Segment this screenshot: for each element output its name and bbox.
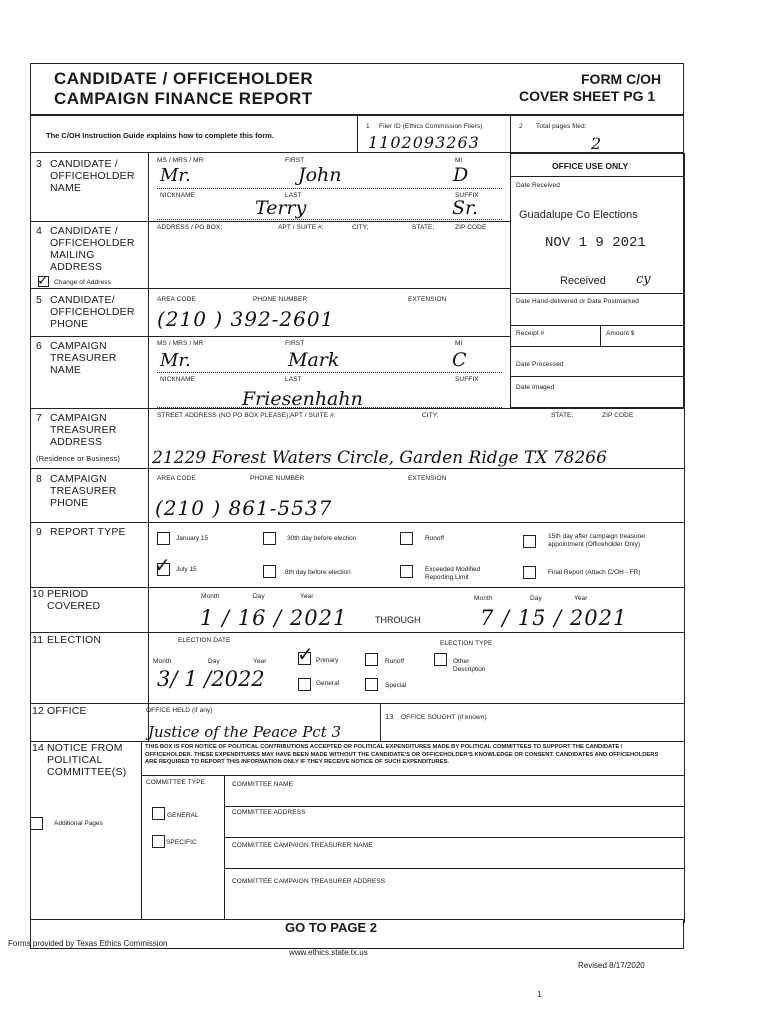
go-to-page-2: GO TO PAGE 2 — [285, 920, 377, 935]
section-5-title: CANDIDATE/ OFFICEHOLDER PHONE — [50, 294, 135, 330]
office-held-label: OFFICE HELD (if any) — [146, 707, 213, 714]
section-10-number: 10 — [32, 588, 45, 600]
divider — [30, 408, 684, 409]
residence-or-business: (Residence or Business) — [36, 454, 121, 463]
divider — [510, 176, 684, 177]
street-address-label: STREET ADDRESS (NO PO BOX PLEASE); — [157, 412, 291, 419]
section-14-title: NOTICE FROM POLITICAL COMMITTEE(S) — [47, 742, 127, 778]
treasurer-title-value[interactable]: Mr. — [160, 350, 191, 371]
election-day-label: Day — [208, 658, 220, 665]
change-of-address-label: Change of Address — [54, 279, 111, 286]
stamp-initials: cy — [636, 272, 651, 287]
candidate-middle-initial[interactable]: D — [453, 164, 469, 186]
state-label: STATE; — [412, 224, 435, 231]
section-11-title: ELECTION — [47, 634, 102, 646]
divider — [30, 336, 510, 337]
filer-id-value[interactable]: 1102093263 — [368, 133, 480, 152]
treasurer-nickname-label: NICKNAME — [160, 376, 196, 383]
treasurer-mi-label: MI — [455, 340, 463, 347]
report-type-exceeded-checkbox[interactable] — [400, 565, 413, 578]
candidate-suffix[interactable]: Sr. — [452, 197, 479, 219]
election-general-checkbox[interactable] — [298, 678, 311, 691]
divider — [224, 806, 684, 807]
nickname-label: NICKNAME — [160, 192, 196, 199]
divider — [157, 219, 502, 220]
address-label: ADDRESS / PO BOX; — [157, 224, 223, 231]
date-imaged-label: Date Imaged — [516, 384, 555, 391]
section-5-number: 5 — [36, 294, 43, 306]
checkmark-icon: ✓ — [37, 273, 49, 289]
election-special-checkbox[interactable] — [365, 678, 378, 691]
general-label: General — [316, 680, 340, 687]
committee-specific-checkbox[interactable] — [152, 835, 165, 848]
january-15-label: January 15 — [176, 535, 209, 542]
divider — [224, 775, 225, 919]
treasurer-extension-label: EXTENSION — [408, 475, 447, 482]
stamp-organization: Guadalupe Co Elections — [519, 209, 638, 221]
election-type-label: ELECTION TYPE — [440, 640, 493, 647]
treasurer-first-label: FIRST — [285, 340, 305, 347]
divider — [510, 325, 684, 326]
office-use-title: OFFICE USE ONLY — [552, 161, 629, 171]
treasurer-ms-label: MS / MRS / MR — [157, 340, 204, 347]
section-6-title: CAMPAIGN TREASURER NAME — [50, 340, 117, 376]
to-day-label: Day — [530, 595, 542, 602]
divider — [224, 837, 684, 838]
form-title-line2: CAMPAIGN FINANCE REPORT — [54, 89, 313, 108]
total-pages-label: Total pages filed: — [536, 123, 587, 130]
filer-id-number: 1 — [366, 123, 370, 130]
from-day-label: Day — [253, 593, 265, 600]
date-received-label: Date Received — [516, 182, 560, 189]
mi-label: MI — [455, 157, 463, 164]
section-12-number: 12 — [32, 705, 45, 717]
filer-id-label: Filer ID (Ethics Commission Filers) — [379, 123, 483, 130]
period-from-value[interactable]: 1 / 16 / 2021 — [200, 606, 348, 630]
treasurer-last-name[interactable]: Friesenhahn — [242, 388, 363, 410]
section-4-number: 4 — [36, 225, 43, 237]
divider — [141, 741, 142, 919]
divider — [30, 468, 684, 469]
treasurer-first-name[interactable]: Mark — [288, 349, 340, 371]
date-processed-label: Date Processed — [516, 361, 564, 368]
divider — [510, 376, 684, 377]
election-month-label: Month — [153, 658, 172, 665]
treasurer-zip-label: ZIP CODE — [602, 412, 634, 419]
zip-label: ZIP CODE — [455, 224, 487, 231]
first-label: FIRST — [285, 157, 305, 164]
treasurer-area-code-label: AREA CODE — [157, 475, 196, 482]
left-border — [30, 153, 31, 923]
report-type-30-day-checkbox[interactable] — [263, 532, 276, 545]
section-4-title: CANDIDATE / OFFICEHOLDER MAILING ADDRESS — [50, 225, 135, 273]
section-8-title: CAMPAIGN TREASURER PHONE — [50, 473, 117, 509]
section-12-title: OFFICE — [47, 705, 87, 717]
right-border — [684, 153, 685, 923]
section-6-number: 6 — [36, 340, 43, 352]
stamp-received: Received — [560, 275, 606, 287]
divider — [510, 115, 511, 153]
receipt-label: Receipt # — [516, 330, 545, 337]
candidate-last-name[interactable]: Terry — [255, 197, 307, 219]
amount-label: Amount $ — [606, 330, 635, 337]
election-runoff-label: Runoff — [385, 658, 405, 665]
other-description-label: Other Description — [453, 658, 486, 673]
committee-address-label: COMMITTEE ADDRESS — [232, 809, 306, 816]
july-15-label: July 15 — [176, 566, 197, 573]
treasurer-city-label: CITY; — [422, 412, 439, 419]
divider — [30, 522, 684, 523]
section-7-number: 7 — [36, 412, 43, 424]
form-subtitle: COVER SHEET PG 1 — [519, 88, 656, 104]
report-type-8-day-checkbox[interactable] — [263, 565, 276, 578]
divider — [510, 346, 684, 347]
section-3-title: CANDIDATE / OFFICEHOLDER NAME — [50, 158, 135, 194]
election-date-value[interactable]: 3/ 1 /2022 — [157, 667, 265, 691]
divider — [380, 703, 381, 741]
checkmark-icon: ✓ — [297, 642, 314, 666]
divider — [510, 293, 684, 294]
committee-treasurer-name-label: COMMITTEE CAMPAIGN TREASURER NAME — [232, 842, 373, 849]
label-column-divider — [148, 153, 149, 741]
city-label: CITY; — [352, 224, 369, 231]
divider — [357, 115, 358, 153]
section-3-number: 3 — [36, 158, 43, 170]
report-type-runoff-checkbox[interactable] — [400, 532, 413, 545]
additional-pages-label: Additional Pages — [54, 820, 103, 827]
total-pages-number: 2 — [519, 123, 523, 130]
revised-date: Revised 8/17/2020 — [578, 961, 645, 970]
treasurer-suffix-label: SUFFIX — [455, 376, 479, 383]
page-mark: 1 — [537, 990, 542, 999]
divider — [141, 775, 684, 776]
last-label: LAST — [285, 192, 302, 199]
report-type-january-15-checkbox[interactable] — [157, 532, 170, 545]
treasurer-apt-label: APT / SUITE #; — [290, 412, 336, 419]
section-7-title: CAMPAIGN TREASURER ADDRESS — [50, 412, 117, 448]
divider — [30, 221, 510, 222]
forms-provided-text: Forms provided by Texas Ethics Commission — [8, 939, 168, 948]
to-month-label: Month — [474, 595, 493, 602]
committee-name-label: COMMITTEE NAME — [232, 781, 293, 788]
section-13-number: 13 — [385, 712, 394, 721]
election-other-checkbox[interactable] — [434, 653, 447, 666]
treasurer-last-label: LAST — [285, 376, 302, 383]
final-report-label: Final Report (Attach C/OH - FR) — [548, 569, 641, 576]
divider — [30, 632, 684, 633]
treasurer-phone-label: PHONE NUMBER — [250, 475, 305, 482]
30-day-label: 30th day before election — [287, 535, 357, 542]
from-year-label: Year — [300, 593, 314, 600]
candidate-first-name[interactable]: John — [298, 164, 342, 186]
exceeded-label: Exceeded Modified Reporting Limit — [425, 566, 481, 581]
political-notice-text: THIS BOX IS FOR NOTICE OF POLITICAL CONTRIBUTIONS ACCEPTED OR POLITICAL EXPENDITURES MADE BY POLITICAL COMMITTEES TO SUPPORT THE CANDIDATE / OFFICEHOLDER. THESE EXPENDITURES MAY HAVE BEEN MADE WITHOUT THE CANDIDATE'S OR OFFICEHOLDER'S KNOWLEDGE OR CONSENT. CANDIDATES AND OFFICEHOLDERS ARE REQUIRED TO REPORT THIS INFORMATION ONLY IF THEY RECEIVE NOTICE OF SUCH EXPENDITURES. — [145, 744, 659, 765]
candidate-phone-value[interactable]: (210 ) 392-2601 — [157, 307, 335, 331]
form-code: FORM C/OH — [581, 71, 662, 87]
section-11-number: 11 — [32, 634, 44, 646]
through-label: THROUGH — [375, 615, 421, 625]
suffix-label: SUFFIX — [455, 192, 479, 199]
section-9-number: 9 — [36, 526, 43, 538]
phone-number-label: PHONE NUMBER — [253, 296, 308, 303]
primary-label: Primary — [316, 657, 339, 664]
special-label: Special — [385, 682, 407, 689]
hand-delivered-label: Date Hand-delivered or Date Postmarked — [516, 298, 640, 305]
runoff-label: Runoff — [425, 535, 445, 542]
committee-treasurer-address-label: COMMITTEE CAMPAIGN TREASURER ADDRESS — [232, 878, 386, 885]
apt-label: APT / SUITE #; — [278, 224, 324, 231]
election-runoff-checkbox[interactable] — [365, 653, 378, 666]
divider — [224, 868, 684, 869]
treasurer-middle-initial[interactable]: C — [452, 349, 467, 371]
candidate-title-value[interactable]: Mr. — [160, 165, 191, 186]
election-date-label: ELECTION DATE — [178, 637, 231, 644]
divider — [30, 703, 684, 704]
divider — [30, 288, 510, 289]
section-10-title: PERIOD COVERED — [47, 588, 101, 612]
section-9-title: REPORT TYPE — [50, 526, 126, 538]
total-pages-value[interactable]: 2 — [591, 134, 602, 153]
website-text: www.ethics.state.tx.us — [289, 948, 368, 957]
divider — [157, 372, 502, 373]
additional-pages-checkbox[interactable] — [30, 817, 43, 830]
committee-general-checkbox[interactable] — [152, 807, 165, 820]
treasurer-phone-value[interactable]: (210 ) 861-5537 — [155, 496, 333, 520]
office-sought-label: OFFICE SOUGHT (if known) — [401, 714, 487, 721]
15th-day-label: 15th day after campaign treasurer appointment (Officeholder Only) — [548, 533, 646, 548]
from-month-label: Month — [201, 593, 220, 600]
office-held-value[interactable]: Justice of the Peace Pct 3 — [148, 723, 342, 741]
section-14-number: 14 — [32, 742, 45, 754]
divider — [157, 188, 502, 189]
treasurer-state-label: STATE; — [551, 412, 574, 419]
checkmark-icon: ✓ — [154, 553, 171, 577]
committee-general-label: GENERAL — [167, 812, 199, 819]
report-type-15th-day-checkbox[interactable] — [523, 535, 536, 548]
stamp-date: NOV 1 9 2021 — [545, 235, 646, 251]
election-year-label: Year — [253, 658, 267, 665]
ms-label: MS / MRS / MR — [157, 157, 204, 164]
section-8-number: 8 — [36, 473, 43, 485]
to-year-label: Year — [574, 595, 588, 602]
period-to-value[interactable]: 7 / 15 / 2021 — [480, 606, 628, 630]
extension-label: EXTENSION — [408, 296, 447, 303]
form-title-line1: CANDIDATE / OFFICEHOLDER — [54, 69, 314, 88]
area-code-label: AREA CODE — [157, 296, 196, 303]
treasurer-address-value[interactable]: 21229 Forest Waters Circle, Garden Ridge TX 78266 — [152, 448, 607, 468]
divider — [600, 325, 601, 346]
instruction-text: The C/OH Instruction Guide explains how to complete this form. — [46, 131, 274, 140]
8-day-label: 8th day before election — [285, 569, 351, 576]
committee-specific-label: SPECIFIC — [166, 839, 197, 846]
committee-type-label: COMMITTEE TYPE — [146, 779, 206, 786]
report-type-final-checkbox[interactable] — [523, 566, 536, 579]
